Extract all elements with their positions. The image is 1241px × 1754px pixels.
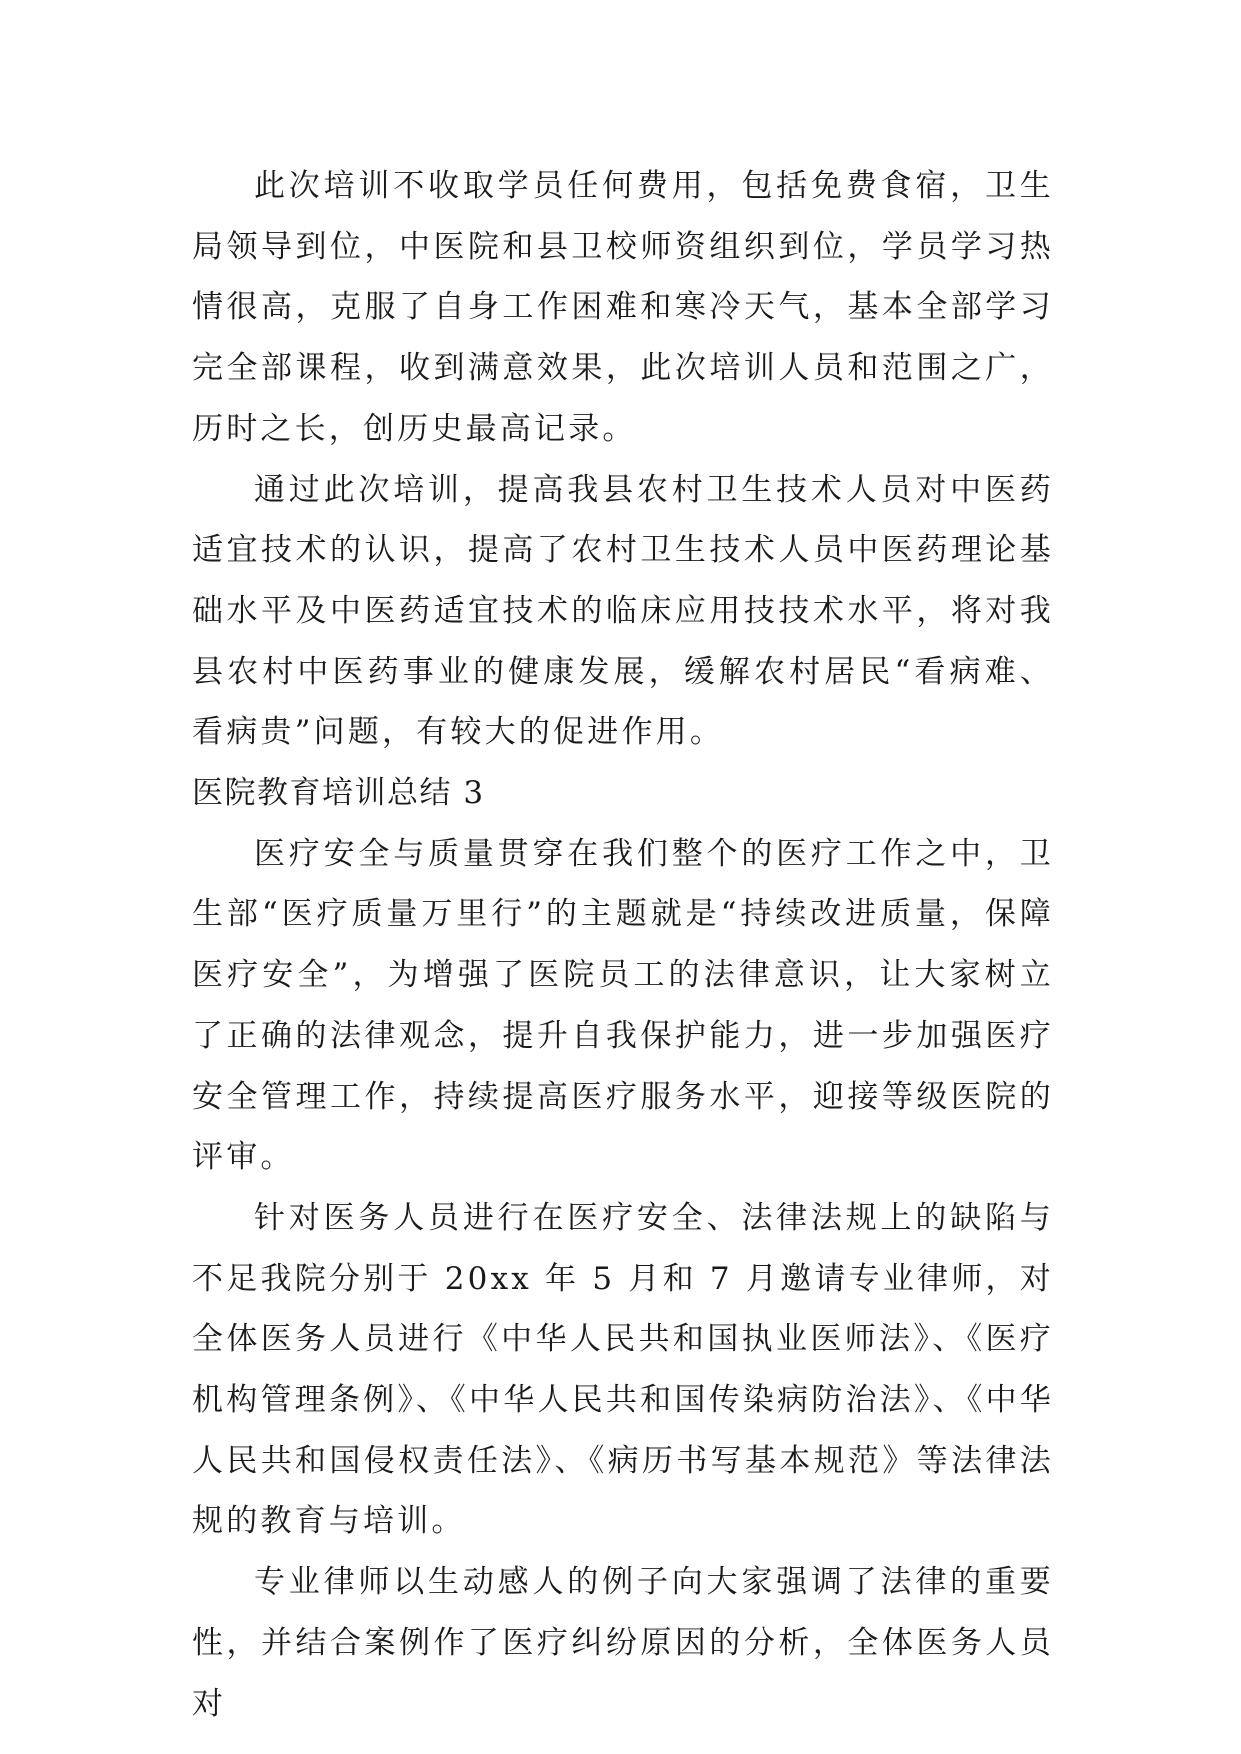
document-page [192, 156, 1054, 1734]
paragraph-legal-training: 针对医务人员进行在医疗安全、法律法规上的缺陷与不足我院分别于 20xx 年 5 月和 7 月邀请专业律师，对全体医务人员进行《中华人民共和国执业医师法》、《医疗机构管理条例》、《中华人民共和国传染病防治法》、《中华人民共和国侵权责任法》、《病历书写基本规范》等法律法规的教育与培训。 [192, 1199, 1054, 1540]
paragraph-training-fees: 此次培训不收取学员任何费用，包括免费食宿，卫生局领导到位，中医院和县卫校师资组织到位，学员学习热情很高，克服了自身工作困难和寒冷天气，基本全部学习完全部课程，收到满意效果，此次培训人员和范围之广，历时之长，创历史最高记录。 [192, 168, 1054, 447]
paragraph-lawyer-examples: 专业律师以生动感人的例子向大家强调了法律的重要性，并结合案例作了医疗纠纷原因的分析，全体医务人员对 [192, 1564, 1054, 1722]
paragraph-medical-safety: 医疗安全与质量贯穿在我们整个的医疗工作之中，卫生部“医疗质量万里行”的主题就是“持续改进质量，保障医疗安全”，为增强了医院员工的法律意识，让大家树立了正确的法律观念，提升自我保护能力，进一步加强医疗安全管理工作，持续提高医疗服务水平，迎接等级医院的评审。 [192, 835, 1054, 1176]
paragraph-training-effect: 通过此次培训，提高我县农村卫生技术人员对中医药适宜技术的认识，提高了农村卫生技术人员中医药理论基础水平及中医药适宜技术的临床应用技技术水平，将对我县农村中医药事业的健康发展，缓解农村居民“看病难、看病贵”问题，有较大的促进作用。 [192, 471, 1054, 751]
section-heading: 医院教育培训总结 3 [192, 775, 485, 812]
